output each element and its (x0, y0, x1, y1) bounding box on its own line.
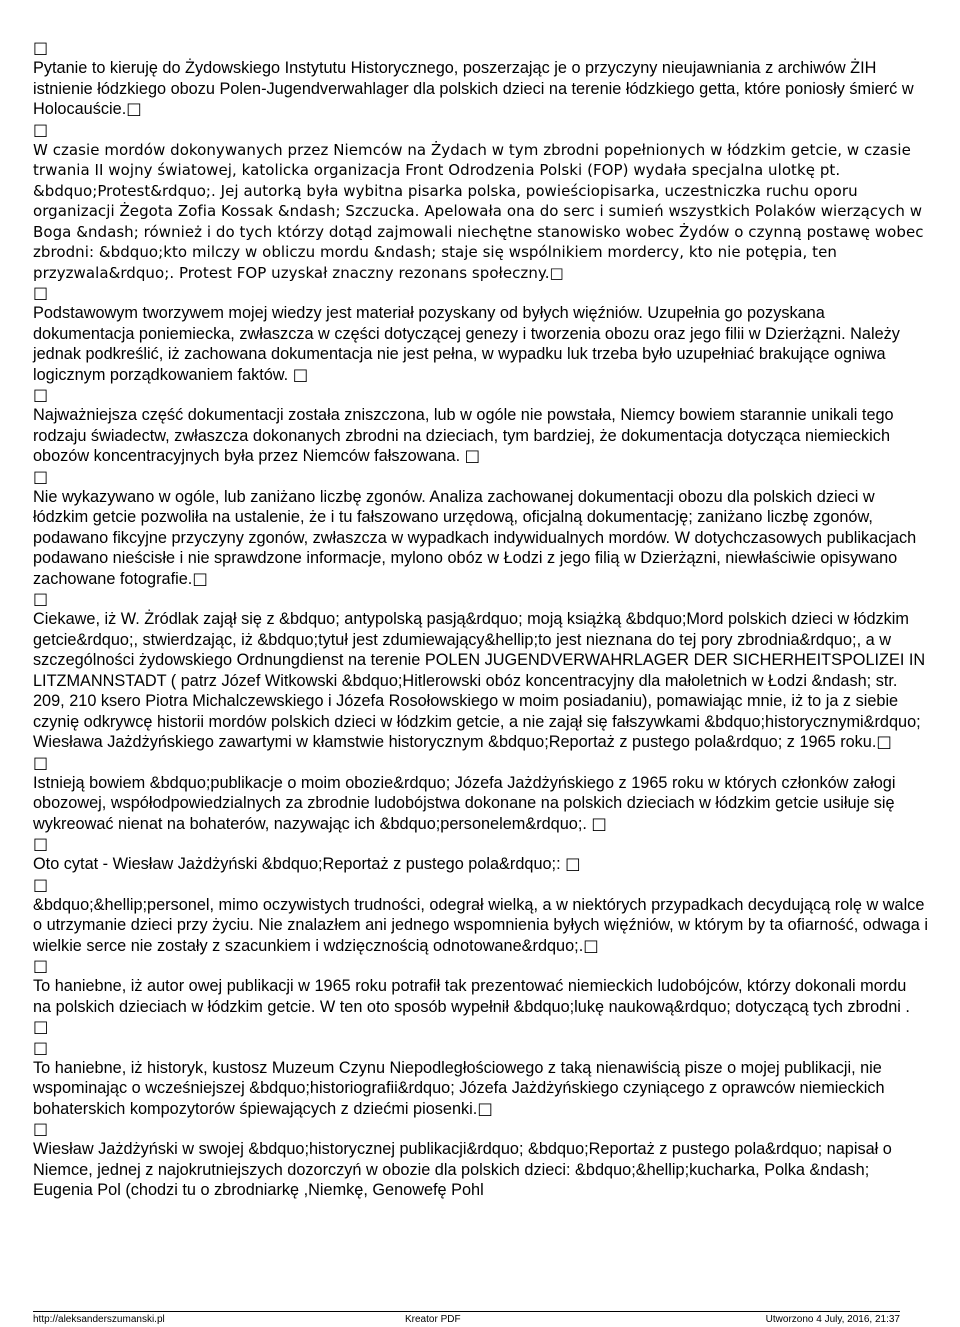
paragraph-text: To haniebne, iż historyk, kustosz Muzeum Czynu Niepodległościowego z taką nienawiścią pisze o mojej publikacji, nie wspominając o wcześniejszej &bdquo;historiografii&rdquo; Józefa Jażdżyńskiego czyniącego z oprawców niemieckich bohaterskich kompozytorów śpiewających z dziećmi piosenki. (33, 1058, 885, 1118)
paragraph-end-marker-icon: □ (549, 263, 564, 282)
paragraph-marker-icon: □ (33, 466, 49, 486)
paragraph (33, 487, 928, 590)
footer-generator: Kreator PDF (405, 1314, 461, 1325)
footer-created-date: Utworzono 4 July, 2016, 21:37 (765, 1314, 900, 1325)
paragraph-text: Oto cytat - Wiesław Jażdżyński &bdquo;Reportaż z pustego pola&rdquo;: (33, 855, 566, 873)
paragraph-marker-icon: □ (33, 38, 49, 57)
document-body (33, 38, 928, 1201)
paragraph (33, 303, 928, 385)
paragraph-text: Istnieją bowiem &bdquo;publikacje o moim obozie&rdquo; Józefa Jażdżyńskiego z 1965 roku w których członków załogi obozowej, współodpowiedzialnych za zbrodnie ludobójstwa dokonane na polskich dzieciach w łódzkim getcie usiłuje się wykreować nienat na bohaterów, nazywając ich &bdquo;personelem&rdquo;. (33, 773, 896, 833)
paragraph-text: Podstawowym tworzywem mojej wiedzy jest materiał pozyskany od byłych więźniów. Uzupełnia go pozyskana dokumentacja poniemiecka, zwłaszcza w części dotyczącej genezy i tworzenia obozu oraz jego filii w Dzierżązni. Należy jednak podkreślić, iż zachowana dokumentacja nie jest pełna, w wypadku luk trzeba było uzupełniać brakujące ogniwa logicznym porządkowaniem faktów. (33, 304, 900, 384)
paragraph-text: Pytanie to kieruję do Żydowskiego Instytutu Historycznego, poszerzając je o przyczyny nieujawniania z archiwów ŻIH istnienie łódzkiego obozu Polen-Jugendverwahlager dla polskich dzieci na terenie łódzkiego getta, które poniosły śmierć w Holocauście. (33, 59, 914, 118)
paragraph-marker-icon: □ (33, 283, 49, 302)
paragraph (33, 58, 928, 120)
paragraph (33, 976, 928, 1038)
paragraph-end-marker-icon: □ (591, 813, 607, 833)
paragraph-end-marker-icon: □ (565, 854, 581, 873)
paragraph-marker-icon: □ (33, 385, 49, 404)
paragraph-end-marker-icon: □ (464, 446, 481, 465)
paragraph-text: Najważniejsza część dokumentacji została zniszczona, lub w ogóle nie powstała, Niemcy bowiem starannie unikali tego rodzaju świadectw, zwłaszcza dokonanych zbrodni na dzieciach, tym bardziej, że dokumentacja dotycząca niemieckich obozów koncentracyjnych była przez Niemców fałszowana. (33, 406, 894, 465)
page-footer (33, 1311, 900, 1326)
paragraph-end-marker-icon: □ (583, 935, 599, 955)
paragraph (33, 140, 928, 284)
paragraph-marker-icon: □ (33, 752, 49, 772)
paragraph-marker-icon: □ (33, 874, 49, 894)
paragraph-text: Nie wykazywano w ogóle, lub zaniżano liczbę zgonów. Analiza zachowanej dokumentacji obozu dla polskich dzieci w łódzkim getcie pozwoliła na ustalenie, że i tu fałszowano urzędową, oficjalną dokumentację; zaniżano liczbę zgonów, podawano fikcyjne przyczyny zgonów, zwłaszcza w wypadkach indywidualnych mordów. W dotychczasowych publikacjach podawano nieścisłe i nie sprawdzone informacje, mylono obóz w Łodzi z jego filią w Dzierżązni, niewłaściwie opisywano zachowane fotografie. (33, 487, 917, 588)
paragraph-marker-icon: □ (33, 119, 49, 139)
paragraph (33, 405, 928, 467)
paragraph-end-marker-icon: □ (126, 99, 142, 118)
paragraph (33, 773, 928, 835)
paragraph-marker-icon: □ (33, 589, 49, 608)
paragraph-text: W czasie mordów dokonywanych przez Niemców na Żydach w tym zbrodni popełnionych w łódzkim getcie, w czasie trwania II wojny światowej, katolicka organizacja Front Odrodzenia Polski (FOP) wydała specjalna ulotkę pt. &bdquo;Protest&rdquo;. Jej autorką była wybitna pisarka polska, powieściopisarka, uczestniczka ruchu oporu organizacji Żegota Zofia Kossak &ndash; Szczucka. Apelowała ona do serc i sumień wszystkich Polaków wierzących w Boga &ndash; również i do tych którzy dotąd zajmowali niechętne stanowisko wobec Żydów o czynną postawę wobec zbrodni: &bdquo;kto milczy w obliczu mordu &ndash; staje się wspólnikiem mordercy, kto nie potępia, ten przyzwala&rdquo;. Protest FOP uzyskał znaczny rezonans społeczny. (33, 140, 924, 282)
paragraph (33, 1058, 928, 1120)
paragraph-end-marker-icon: □ (292, 364, 309, 384)
paragraph (33, 1139, 928, 1201)
paragraph-text: Wiesław Jażdżyński w swojej &bdquo;historycznej publikacji&rdquo; &bdquo;Reportaż z pustego pola&rdquo; napisał o Niemce, jednej z najokrutniejszych dozorczyń w obozie dla polskich dzieci: &bdquo;&hellip;kucharka, Polka &ndash; Eugenia Pol (chodzi tu o zbrodniarkę ,Niemkę, Genowefę Pohl (33, 1140, 892, 1199)
paragraph (33, 854, 928, 875)
paragraph-end-marker-icon: □ (876, 732, 892, 751)
paragraph (33, 895, 928, 957)
paragraph-marker-icon: □ (33, 834, 49, 853)
paragraph-text: Ciekawe, iż W. Żródlak zajął się z &bdquo; antypolską pasją&rdquo; moją książką &bdquo;Mord polskich dzieci w łódzkim getcie&rdquo;, stwierdzając, iż &bdquo;tytuł jest zdumiewający&hellip;to jest nieznana do tej pory zbrodnia&rdquo;, a w szczególności żydowskiego Ordnungdienst na terenie POLEN JUGENDVERWAHRLAGER DER SICHERHEITSPOLIZEI IN LITZMANNSTADT ( patrz Józef Witkowski &bdquo;Hitlerowski obóz koncentracyjny dla małoletnich w Łodzi &ndash; str. 209, 210 ksero Piotra Michalczewskiego i Józefa Rosołowskiego w moim posiadaniu), pomawiając mnie, iż to ja z siebie czynię odkrywcę historii mordów polskich dzieci w łódzkim getcie, a nie zajął się fałszywkami &bdquo;historycznymi&rdquo; Wiesława Jażdżyńskiego zawartymi w kłamstwie historycznym &bdquo;Reportaż z pustego pola&rdquo; z 1965 roku. (33, 610, 926, 751)
footer-url[interactable]: http://aleksanderszumanski.pl (33, 1314, 165, 1325)
paragraph-end-marker-icon: □ (477, 1098, 493, 1118)
paragraph-end-marker-icon: □ (192, 568, 208, 588)
paragraph-text: &bdquo;&hellip;personel, mimo oczywistych trudności, odegrał wielką, a w niektórych przypadkach decydującą rolę w walce o utrzymanie dzieci przy życiu. Nie znalazłem ani jednego wspomnienia byłych więźniów, w którym by ta ofiarność, odwaga i wielkie serce nie zostały z szacunkiem i wdzięcznością odnotowane&rdquo;. (33, 895, 928, 955)
paragraph-marker-icon: □ (33, 1119, 49, 1138)
paragraph-text: To haniebne, iż autor owej publikacji w 1965 roku potrafił tak prezentować niemieckich ludobójców, którzy dokonali mordu na polskich dzieciach w łódzkim getcie. W ten oto sposób wypełnił &bdquo;lukę naukową&rdquo; dotyczącą tych zbrodni . (33, 977, 910, 1016)
paragraph-marker-icon: □ (33, 1037, 49, 1057)
paragraph (33, 609, 928, 753)
paragraph-end-marker-icon: □ (33, 1017, 49, 1036)
paragraph-marker-icon: □ (33, 956, 49, 975)
